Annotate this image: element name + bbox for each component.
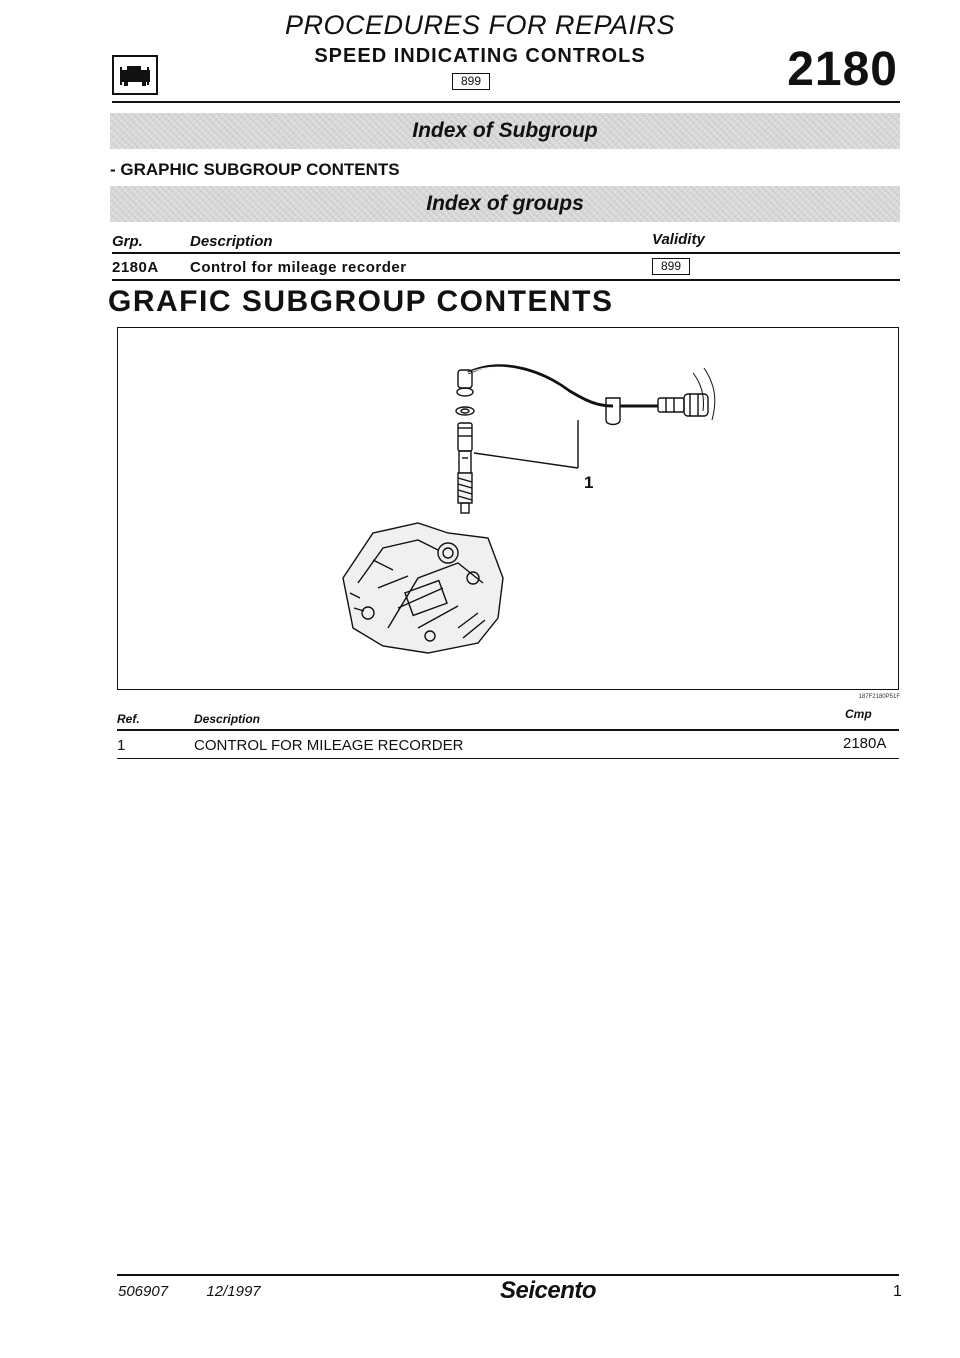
header-rule	[112, 101, 900, 103]
groups-col-validity: Validity	[652, 231, 705, 248]
doc-number: 506907	[118, 1283, 169, 1300]
ref-header-rule	[117, 729, 899, 731]
figure-code: 187F2180P51F	[858, 694, 900, 700]
footer-doc-number	[118, 1283, 261, 1300]
vehicle-chassis-icon	[112, 55, 158, 95]
doc-date: 12/1997	[206, 1283, 261, 1300]
ref-col-ref: Ref.	[117, 712, 140, 726]
groups-row-description[interactable]: Control for mileage recorder	[190, 259, 407, 276]
speedometer-cable-drawing	[118, 328, 898, 689]
ref-col-cmp: Cmp	[845, 707, 872, 721]
groups-row-grp: 2180A	[112, 259, 159, 276]
figure-callout-1: 1	[584, 473, 594, 492]
graphic-contents-heading: GRAFIC SUBGROUP CONTENTS	[108, 285, 614, 318]
ref-row-cmp[interactable]: 2180A	[843, 735, 887, 752]
index-of-groups-title: Index of groups	[426, 192, 584, 215]
page-number: 1	[893, 1283, 902, 1300]
index-of-groups-band	[110, 186, 900, 222]
ref-row-ref: 1	[117, 737, 126, 754]
subgroup-contents-link[interactable]: - GRAPHIC SUBGROUP CONTENTS	[110, 160, 400, 179]
header-subtitle: SPEED INDICATING CONTROLS	[314, 45, 646, 67]
header-validity-badge: 899	[452, 73, 490, 90]
footer-brand: Seicento	[500, 1277, 597, 1304]
groups-col-grp: Grp.	[112, 233, 143, 250]
groups-row-rule	[112, 279, 900, 281]
index-of-subgroup-title: Index of Subgroup	[412, 119, 598, 142]
exploded-view-figure	[117, 327, 899, 690]
ref-row-description: CONTROL FOR MILEAGE RECORDER	[194, 737, 464, 754]
footer-rule	[117, 1274, 899, 1276]
ref-row-rule	[117, 758, 899, 759]
ref-col-description: Description	[194, 712, 261, 726]
groups-header-rule	[112, 252, 900, 254]
group-code: 2180	[787, 43, 898, 96]
groups-row-validity-badge: 899	[652, 258, 690, 275]
header-title: PROCEDURES FOR REPAIRS	[284, 10, 676, 40]
groups-col-description: Description	[190, 233, 273, 250]
index-of-subgroup-band	[110, 113, 900, 149]
